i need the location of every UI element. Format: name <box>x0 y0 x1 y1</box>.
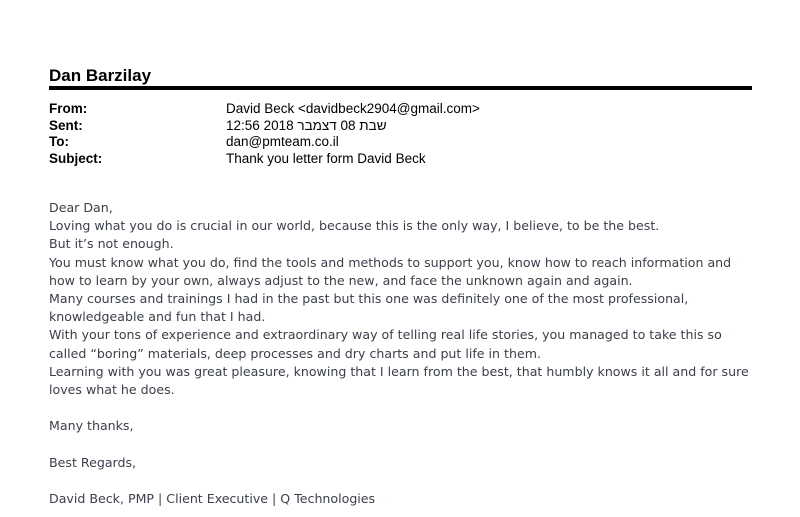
body-paragraph: But it’s not enough. <box>49 236 174 252</box>
to-row <box>49 134 752 151</box>
body-paragraph: Many courses and trainings I had in the past but this one was definitely one of the most professional, knowledgeable and fun that I had. <box>49 291 693 325</box>
spacer <box>49 436 761 454</box>
sent-row <box>49 118 752 135</box>
sent-value: שבת 08 דצמבר 2018 12:56 <box>226 117 387 133</box>
body-paragraph: Loving what you do is crucial in our world, because this is the only way, I believe, to be the best. <box>49 218 660 234</box>
signature: David Beck, PMP | Client Executive | Q Technologies <box>49 491 376 507</box>
to-value: dan@pmteam.co.il <box>226 134 339 149</box>
from-label: From: <box>49 101 88 116</box>
body-paragraph: You must know what you do, find the tools and methods to support you, know how to reach information and how to learn by your own, always adjust to the new, and face the unknown again and again. <box>49 254 736 288</box>
subject-value: Thank you letter form David Beck <box>226 150 426 166</box>
body-paragraph: With your tons of experience and extraordinary way of telling real life stories, you managed to take this so called “boring” materials, deep processes and dry charts and put life in them. <box>49 327 726 361</box>
header-divider <box>49 86 752 90</box>
email-body <box>49 199 761 508</box>
from-value: David Beck <davidbeck2904@gmail.com> <box>226 101 480 116</box>
spacer <box>49 472 761 490</box>
sent-label: Sent: <box>49 117 83 133</box>
email-headers <box>49 101 752 167</box>
body-paragraph: Learning with you was great pleasure, knowing that I learn from the best, that humbly knows it all and for sure loves what he does. <box>49 363 753 398</box>
to-label: To: <box>49 134 69 149</box>
subject-label: Subject: <box>49 150 103 166</box>
closing-thanks: Many thanks, <box>49 418 134 434</box>
spacer <box>49 399 761 417</box>
from-row <box>49 101 752 118</box>
mailbox-owner-name: Dan Barzilay <box>49 66 152 85</box>
greeting: Dear Dan, <box>49 200 113 215</box>
subject-row <box>49 151 752 168</box>
closing-regards: Best Regards, <box>49 454 137 470</box>
